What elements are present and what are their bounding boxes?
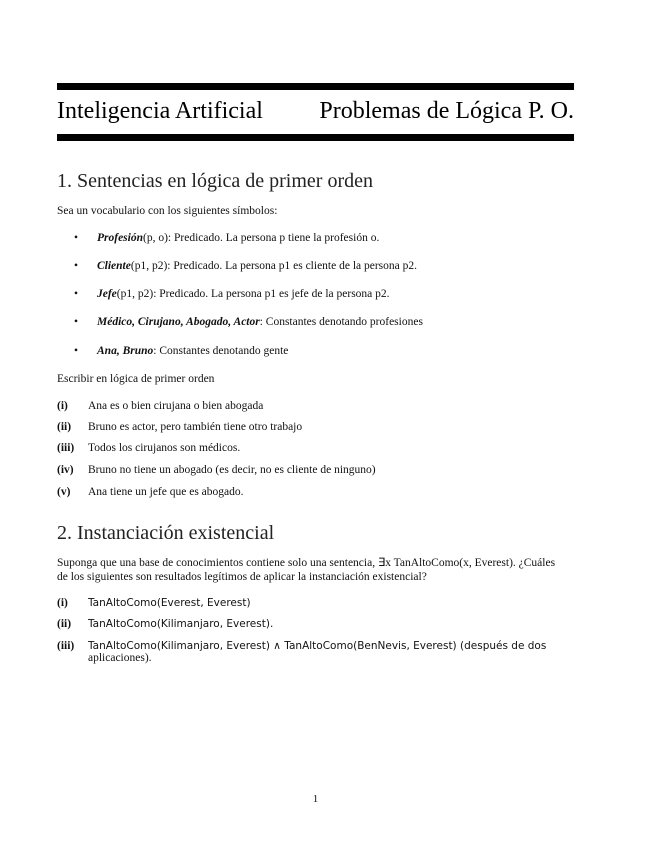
item-label: (i) [57,597,68,609]
section-1-instruction: Escribir en lógica de primer orden [57,373,215,385]
item-text: Todos los cirujanos son médicos. [88,442,241,454]
bullet-jefe [74,288,390,300]
bullet-args: (p1, p2) [116,288,154,300]
item-text: TanAltoComo(Kilimanjaro, Everest) ∧ TanAltoComo(BenNevis, Everest) (después de dos [88,640,547,652]
bullet-term: Médico, Cirujano, Abogado, Actor [97,316,260,328]
header-course-title: Inteligencia Artificial [57,98,263,124]
bullet-term: Cliente [97,260,131,272]
header-document-title: Problemas de Lógica P. O. [319,98,574,124]
item-text: TanAltoComo(Everest, Everest) [88,597,251,609]
bullet-desc: : Predicado. La persona p1 es jefe de la persona p2. [153,288,390,300]
item-label: (iv) [57,464,74,476]
bullet-profesiones [74,316,423,328]
bullet-icon: • [74,232,79,244]
bullet-desc: : Predicado. La persona p tiene la profesión o. [167,232,380,244]
item-text: Ana tiene un jefe que es abogado. [88,486,244,498]
bullet-desc: : Constantes denotando profesiones [259,316,423,328]
bullet-term: Profesión [97,232,143,244]
bullet-icon: • [74,260,79,272]
bullet-icon: • [74,316,79,328]
item-text: TanAltoComo(Kilimanjaro, Everest). [88,618,274,630]
header-top-rule [57,83,574,90]
item-label: (iii) [57,442,75,454]
bullet-desc: : Predicado. La persona p1 es cliente de la persona p2. [167,260,418,272]
list-item [57,421,302,433]
bullet-args: (p, o) [143,232,168,244]
section-2-intro-line-1: Suponga que una base de conocimientos contiene solo una sentencia, ∃x TanAltoComo(x, Everest). ¿Cuáles [57,557,556,569]
list-item [57,597,251,609]
item-text: Bruno es actor, pero también tiene otro trabajo [88,421,303,433]
item-label: (iii) [57,640,75,652]
section-1-title: 1. Sentencias en lógica de primer orden [57,170,373,192]
bullet-term: Jefe [97,288,117,300]
header-bottom-rule [57,134,574,141]
list-item [57,618,273,630]
list-item [57,400,263,412]
page-number: 1 [312,793,319,805]
bullet-desc: : Constantes denotando gente [153,345,289,357]
section-2-title: 2. Instanciación existencial [57,522,275,544]
item-label: (ii) [57,618,72,630]
item-label: (v) [57,486,71,498]
bullet-args: (p1, p2) [130,260,168,272]
item-text: Bruno no tiene un abogado (es decir, no es cliente de ninguno) [88,464,376,476]
bullet-icon: • [74,288,79,300]
item-text-continuation: aplicaciones). [88,652,152,664]
bullet-icon: • [74,345,79,357]
list-item [57,640,546,664]
list-item [57,464,376,476]
list-item [57,442,240,454]
bullet-cliente [74,260,417,272]
item-label: (ii) [57,421,72,433]
section-1-intro: Sea un vocabulario con los siguientes símbolos: [57,205,278,217]
item-text: Ana es o bien cirujana o bien abogada [88,400,264,412]
bullet-profesion [74,232,379,244]
list-item [57,486,244,498]
item-label: (i) [57,400,68,412]
bullet-gente [74,345,288,357]
bullet-term: Ana, Bruno [97,345,154,357]
section-2-intro-line-2: de los siguientes son resultados legítimos de aplicar la instanciación existencial? [57,571,427,583]
